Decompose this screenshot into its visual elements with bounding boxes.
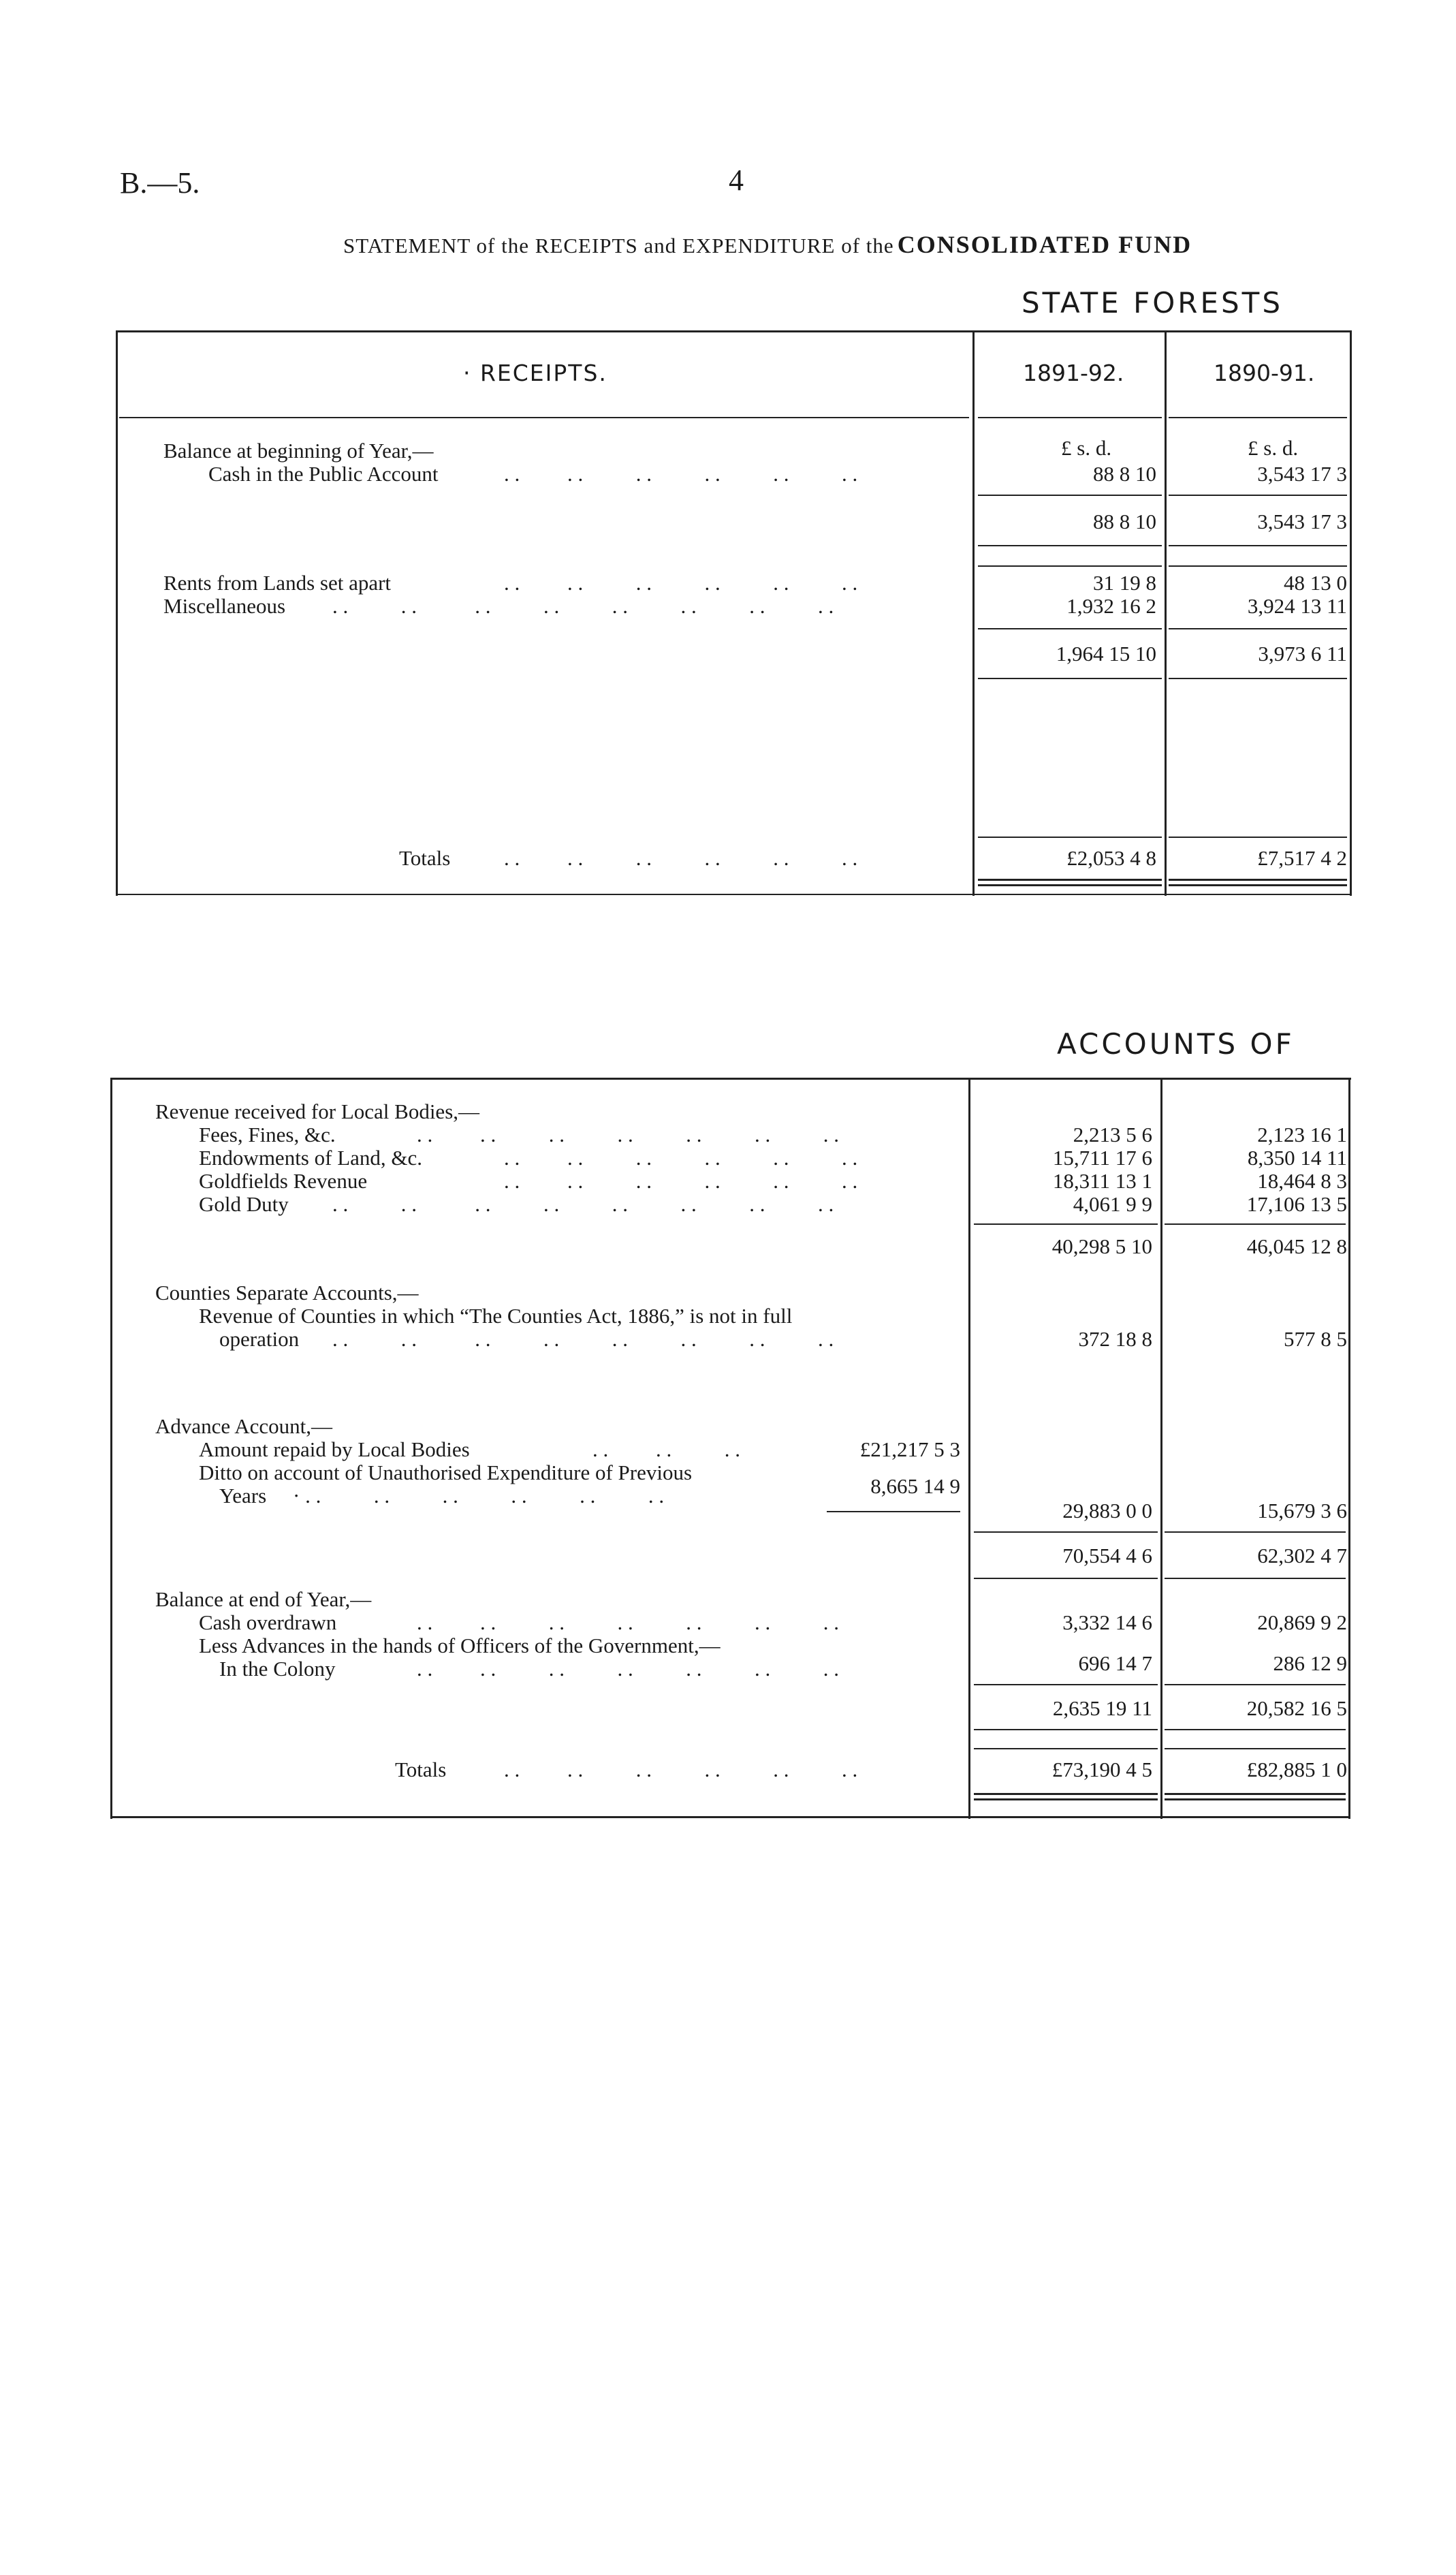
subtotal-rev-1891-92: 40,298 5 10 (1051, 1234, 1152, 1258)
in-colony-1890-91: 286 12 9 (1273, 1651, 1347, 1675)
rev-row-label-2: Goldfields Revenue (199, 1169, 368, 1193)
leader-dots: . . . . . . . . . . . . (504, 571, 858, 595)
rev-row-label-3: Gold Duty (199, 1192, 289, 1216)
leader-dots: . . . . . . . . . . . . (504, 462, 858, 486)
statement-title-bold: CONSOLIDATED FUND (897, 231, 1192, 258)
leader-dots: . . . . . . . . . . . . . . (417, 1610, 839, 1634)
subtotal-bal-1890-91: 20,582 16 5 (1246, 1696, 1347, 1720)
cash-public-label: Cash in the Public Account (208, 462, 439, 486)
counties-line1: Revenue of Counties in which “The Counties Act, 1886,” is not in full (199, 1304, 793, 1328)
statement-title (343, 230, 1192, 259)
cash-public-1890-91: 3,543 17 3 (1257, 462, 1347, 486)
counties-heading: Counties Separate Accounts,— (155, 1281, 419, 1305)
rev-row-label-0: Fees, Fines, &c. (199, 1123, 336, 1146)
subtotal2-1891-92: 1,964 15 10 (1056, 642, 1156, 666)
rev-row-1890-91-2: 18,464 8 3 (1257, 1169, 1347, 1193)
counties-line2: operation (219, 1327, 300, 1351)
accounts-totals-1891-92: £73,190 4 5 (1051, 1758, 1152, 1781)
cash-overdrawn-1891-92: 3,332 14 6 (1062, 1610, 1152, 1634)
ditto-line1: Ditto on account of Unauthorised Expenditure of Previous (199, 1461, 693, 1484)
unit-header-1890-91: £ s. d. (1248, 436, 1299, 460)
rev-row-1891-92-2: 18,311 13 1 (1052, 1169, 1152, 1193)
accounts-totals-label: Totals (395, 1758, 447, 1781)
totals-1890-91: £7,517 4 2 (1257, 846, 1347, 870)
leader-dots: . . . . . . (592, 1437, 740, 1461)
advance-repaid-amount: £21,217 5 3 (859, 1437, 960, 1461)
counties-1891-92: 372 18 8 (1078, 1327, 1152, 1351)
leader-dots: . . . . . . . . . . . . (504, 1169, 858, 1193)
section-title-accounts-of: ACCOUNTS OF (1057, 1027, 1295, 1061)
ditto-amount: 8,665 14 9 (870, 1474, 960, 1498)
col-header-receipts: · RECEIPTS. (463, 360, 607, 386)
rev-row-1891-92-0: 2,213 5 6 (1073, 1123, 1152, 1146)
rev-row-1890-91-1: 8,350 14 11 (1247, 1146, 1347, 1170)
rents-1890-91: 48 13 0 (1284, 571, 1347, 595)
rev-row-label-1: Endowments of Land, &c. (199, 1146, 423, 1170)
leader-dots: . . . . . . . . . . . . (504, 1146, 858, 1170)
totals-1891-92: £2,053 4 8 (1066, 846, 1156, 870)
cash-public-1891-92: 88 8 10 (1093, 462, 1156, 486)
unit-header-1891-92: £ s. d. (1061, 436, 1112, 460)
misc-1891-92: 1,932 16 2 (1066, 594, 1156, 618)
subtotal-adv-1890-91: 62,302 4 7 (1257, 1544, 1347, 1567)
page-number: 4 (729, 163, 744, 197)
totals-label: Totals (399, 846, 451, 870)
cash-overdrawn-label: Cash overdrawn (199, 1610, 337, 1634)
counties-1890-91: 577 8 5 (1284, 1327, 1347, 1351)
leader-dots: · . . . . . . . . . . . . (293, 1484, 665, 1508)
leader-dots: . . . . . . . . . . . . . . (417, 1657, 839, 1681)
accounts-totals-1890-91: £82,885 1 0 (1246, 1758, 1347, 1781)
subtotal-bal-1891-92: 2,635 19 11 (1052, 1696, 1152, 1720)
revenue-heading: Revenue received for Local Bodies,— (155, 1099, 480, 1123)
subtotal-rev-1890-91: 46,045 12 8 (1246, 1234, 1347, 1258)
rev-row-1890-91-0: 2,123 16 1 (1257, 1123, 1347, 1146)
statement-title-prefix: STATEMENT of the RECEIPTS and EXPENDITURE of the (343, 234, 894, 258)
subtotal2-1890-91: 3,973 6 11 (1258, 642, 1347, 666)
rev-row-1891-92-1: 15,711 17 6 (1052, 1146, 1152, 1170)
page-ref: B.—5. (120, 166, 200, 200)
balance-end-heading: Balance at end of Year,— (155, 1587, 372, 1611)
leader-dots: . . . . . . . . . . . . . . . . (332, 594, 834, 618)
advance-heading: Advance Account,— (155, 1414, 332, 1438)
col-header-1890-91: 1890-91. (1214, 360, 1315, 386)
cash-overdrawn-1890-91: 20,869 9 2 (1257, 1610, 1347, 1634)
leader-dots: . . . . . . . . . . . . . . . . (332, 1192, 834, 1216)
rents-label: Rents from Lands set apart (163, 571, 392, 595)
in-colony-label: In the Colony (219, 1657, 336, 1681)
rents-1891-92: 31 19 8 (1093, 571, 1156, 595)
balance-heading: Balance at beginning of Year,— (163, 439, 434, 463)
less-advances-label: Less Advances in the hands of Officers of the Government,— (199, 1634, 721, 1657)
subtotal-adv-1891-92: 70,554 4 6 (1062, 1544, 1152, 1567)
ditto-line2: Years (219, 1484, 267, 1508)
misc-label: Miscellaneous (163, 594, 286, 618)
advance-1891-92: 29,883 0 0 (1062, 1499, 1152, 1523)
advance-repaid-label: Amount repaid by Local Bodies (199, 1437, 470, 1461)
rev-row-1890-91-3: 17,106 13 5 (1246, 1192, 1347, 1216)
rev-row-1891-92-3: 4,061 9 9 (1073, 1192, 1152, 1216)
misc-1890-91: 3,924 13 11 (1247, 594, 1347, 618)
leader-dots: . . . . . . . . . . . . . . (417, 1123, 839, 1146)
advance-1890-91: 15,679 3 6 (1257, 1499, 1347, 1523)
in-colony-1891-92: 696 14 7 (1078, 1651, 1152, 1675)
col-header-1891-92: 1891-92. (1023, 360, 1124, 386)
leader-dots: . . . . . . . . . . . . (504, 846, 858, 870)
section-title-state-forests: STATE FORESTS (1022, 286, 1283, 319)
leader-dots: . . . . . . . . . . . . (504, 1758, 858, 1781)
subtotal1-1890-91: 3,543 17 3 (1257, 510, 1347, 533)
subtotal1-1891-92: 88 8 10 (1093, 510, 1156, 533)
leader-dots: . . . . . . . . . . . . . . . . (332, 1327, 834, 1351)
